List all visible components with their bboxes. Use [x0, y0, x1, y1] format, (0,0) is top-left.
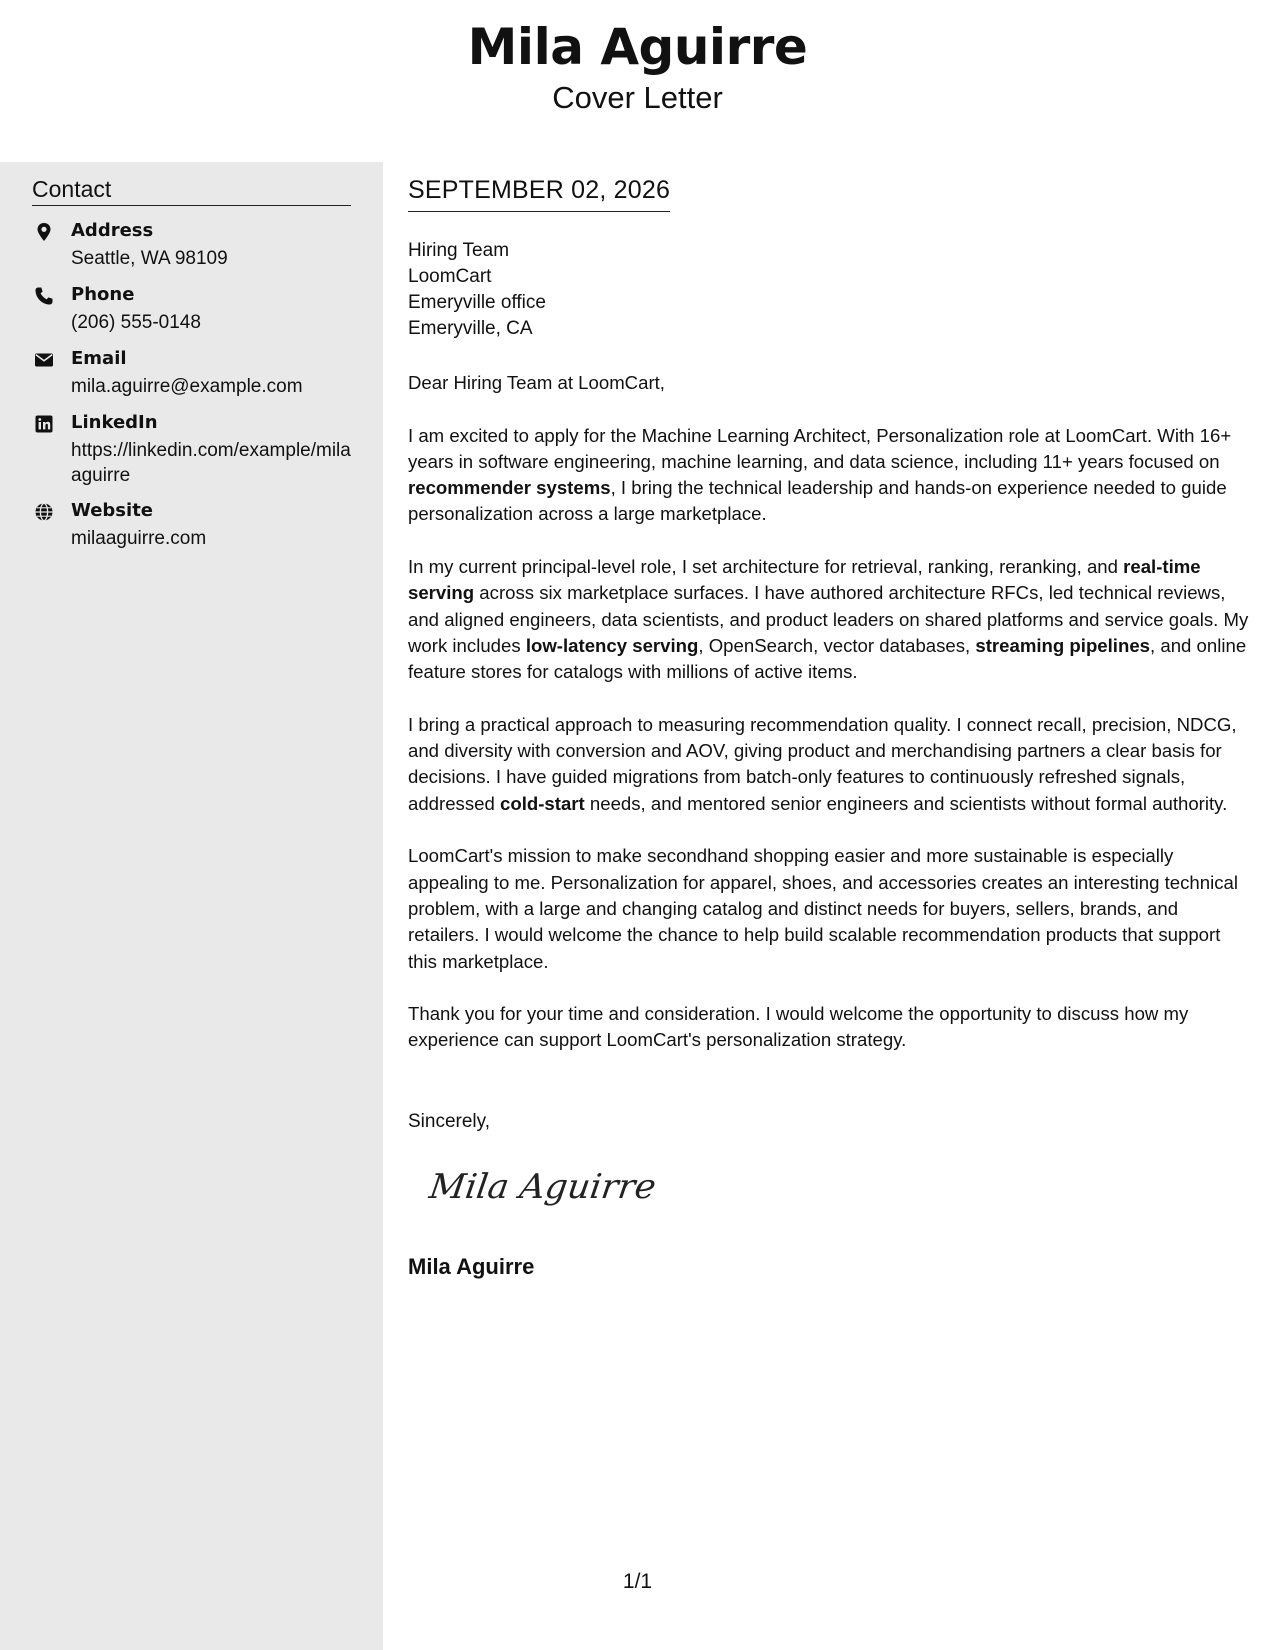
document-header	[0, 0, 1275, 162]
globe-icon	[34, 502, 54, 522]
page-number: 1/1	[622, 1570, 653, 1593]
paragraph-text: , and online feature stores for catalogs with millions of active items.	[408, 634, 1247, 683]
recipient-line: Emeryville, CA	[408, 318, 533, 339]
salutation: Dear Hiring Team at LoomCart,	[408, 372, 665, 393]
contact-value: https://linkedin.com/example/milaaguirre	[71, 440, 351, 486]
recipient-block	[408, 238, 546, 342]
recipient-line: Hiring Team	[408, 240, 510, 261]
body-paragraph	[408, 554, 1253, 685]
letter-content	[408, 176, 1253, 1279]
contact-label: Phone	[71, 284, 135, 305]
closing: Sincerely,	[408, 1111, 491, 1132]
recipient-line: Emeryville office	[408, 292, 546, 313]
contact-label: Address	[71, 220, 154, 241]
body-paragraph	[408, 712, 1253, 817]
contact-value: Seattle, WA 98109	[71, 248, 228, 269]
linkedin-icon	[34, 414, 54, 434]
emphasized-text: low-latency serving	[525, 634, 699, 656]
paragraph-text: In my current principal-level role, I set architecture for retrieval, ranking, reranking, and	[408, 556, 1124, 578]
applicant-name: Mila Aguirre	[467, 18, 808, 76]
contact-heading: Contact	[32, 176, 351, 206]
letter-date: SEPTEMBER 02, 2026	[408, 176, 670, 212]
body-paragraph	[408, 843, 1253, 974]
emphasized-text: streaming pipelines	[975, 634, 1151, 656]
contact-label: Email	[71, 348, 127, 369]
paragraph-text: I am excited to apply for the Machine Learning Architect, Personalization role at LoomCart. With 16+ years in software engineering, machine learning, and data science, including 11+ years focused on	[408, 424, 1232, 472]
emphasized-text: real-time serving	[408, 556, 1201, 604]
paragraph-text: , OpenSearch, vector databases,	[698, 634, 976, 656]
signoff-name: Mila Aguirre	[408, 1254, 535, 1279]
contact-value: mila.aguirre@example.com	[71, 376, 303, 397]
document-subtitle: Cover Letter	[552, 80, 723, 115]
contact-label: LinkedIn	[71, 412, 158, 433]
handwritten-signature	[424, 1156, 664, 1216]
letter-paragraphs	[408, 423, 1253, 1054]
emphasized-text: cold-start	[500, 792, 585, 814]
emphasized-text: recommender systems	[408, 477, 611, 499]
paragraph-text: I bring a practical approach to measuring recommendation quality. I connect recall, precision, NDCG, and diversity with conversion and AOV, giving product and merchandising partners a clear basis for decisions. I have guided migrations from batch-only features to continuously refreshed signals, addressed	[408, 713, 1237, 814]
envelope-icon	[34, 350, 54, 370]
contact-value: (206) 555-0148	[71, 312, 201, 333]
contact-value: milaaguirre.com	[71, 528, 207, 549]
paragraph-text: , I bring the technical leadership and hands-on experience needed to guide personalization across a large marketplace.	[408, 477, 1227, 525]
body-paragraph	[408, 1001, 1253, 1054]
svg-text:Mila Aguirre: Mila Aguirre	[426, 1167, 652, 1207]
recipient-line: LoomCart	[408, 266, 492, 287]
contact-label: Website	[71, 500, 154, 521]
paragraph-text: across six marketplace surfaces. I have authored architecture RFCs, led technical reviews, and aligned engineers, data scientists, and product leaders on shared platforms and service goals. My work includes	[408, 582, 1249, 656]
paragraph-text: needs, and mentored senior engineers and scientists without formal authority.	[584, 792, 1228, 814]
map-pin-icon	[34, 222, 54, 242]
phone-icon	[34, 286, 54, 306]
paragraph-text: Thank you for your time and consideration. I would welcome the opportunity to discuss how my experience can support LoomCart's personalization strategy.	[408, 1003, 1189, 1051]
paragraph-text: LoomCart's mission to make secondhand shopping easier and more sustainable is especially appealing to me. Personalization for apparel, shoes, and accessories creates an interesting technical problem, with a large and changing catalog and distinct needs for buyers, sellers, brands, and retailers. I would welcome the chance to help build scalable recommendation products that support this marketplace.	[408, 845, 1238, 972]
letter-body	[408, 370, 1253, 1080]
body-paragraph	[408, 423, 1253, 528]
